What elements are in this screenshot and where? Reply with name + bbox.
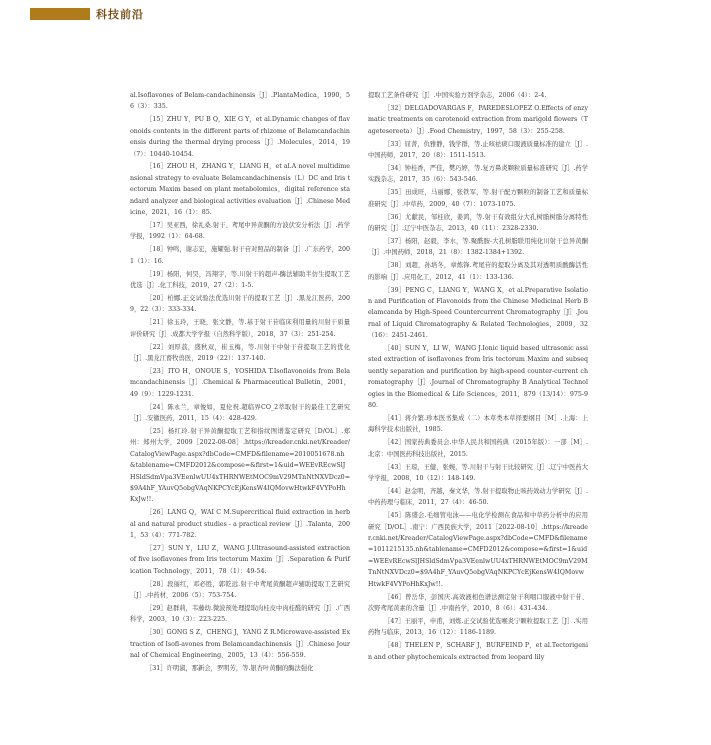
left-reference-column bbox=[130, 90, 350, 676]
reference-entry: ［45］陈盛会.毛细管电泳——电化学检测在食品和中草药分析中的应用研究［D/OL］.南宁：广西民族大学，2011［2022-08-10］.https://kreader.cnki.net/Kreader/CatalogViewPage.aspx?dbCode=CMFD&filename=1011215135.nh&tablename=CMFD2012&compose=&first=1&uid=WEEvREcwSlJHSldSdmVpa3VEenlwUU4xTHRNWEtMOC9mV29MTnNtNXVDcz0=$9A4hF_YAuvQ5obgVAqNKPCYcEjKensW4IQMovwHtwkF4VYPoHhKxJw!!. bbox=[368, 512, 588, 588]
reference-entry: ［17］吴亚西，徐礼桑.射干、鸢尾中异黄酮的方波伏安分析法［J］.药学学报，1992（1）：64-68. bbox=[130, 221, 350, 241]
reference-entry: ［19］杨阳，何昊，冯翔宇，等.川射干的超声-酶法辅助半仿生提取工艺优选［J］.化工科技，2019，27（2）：1-5. bbox=[130, 270, 350, 289]
reference-entry: ［43］王琼，王健，张婉，等.川射干与射干比较研究［J］.辽宁中医药大学学报，2008，10（12）：148-149. bbox=[368, 463, 588, 482]
reference-entry: ［48］THELEN P，SCHARF J，BURFEIND P，et al.Tectorigenin and other phytochemicals extracted from leopard lily bbox=[368, 642, 588, 661]
reference-entry: al.Isoflavones of Belam-candachinensis［J］.PlantaMedica，1990，56（3）：335. bbox=[130, 92, 350, 111]
section-label: 科技前沿 bbox=[96, 8, 144, 21]
right-reference-column bbox=[368, 90, 588, 665]
reference-entry: ［38］刘超，孙培冬，章炼锋.鸢尾苷的提取分离及其对透明质酸酶活性的影响［J］.应用化工，2012，41（1）：133-136. bbox=[368, 262, 588, 281]
reference-entry: ［25］杨红玲.射干异黄酮提取工艺和指纹图谱鉴定研究［D/OL］.郑州：郑州大学，2009［2022-08-08］.https://kreader.cnki.net/Kreader/CatalogViewPage.aspx?dbCode=CMFD&filename=2010051678.nh&tablename=CMFD2012&compose=&first=1&uid=WEEvREcwSlJHSldSdmVpa3VEenlwUU4xTHRNWEtMOC9mV29MTnNtNXVDcz0=$9A4hF_YAuvQ5obgVAqNKPCYcEjKensW4IQMovwHtwkF4VYPoHhKxJw!!. bbox=[130, 427, 350, 504]
reference-entry: ［27］SUN Y，LIU Z，WANG J.Ultrasound-assisted extraction of five isoflavones from Iris tectorum Maxim［J］.Separation & Purification Technology，2011，78（1）：49-54. bbox=[130, 544, 350, 575]
reference-entry: ［30］GONG S Z，CHENG J，YANG Z R.Microwave-assisted Extraction of Isofl-avones from Belamcandachinensis［J］.Chinese Journal of Chemical Engineering，2005，13（4）：556-559. bbox=[130, 629, 350, 660]
section-color-bar bbox=[30, 8, 90, 20]
reference-entry: ［40］SUN Y，LI W，WANG J.Ionic liquid based ultrasonic assisted extraction of isoflavones from Iris tectorum Maxim and subsequently separation and purification by high-speed counter-current chromatography［J］.Journal of Chromatography B Analytical Technologies in the Biomedical & Life Sciences，2011，879（13/14）：975-980. bbox=[368, 345, 588, 410]
reference-entry: ［33］屈菁，仇雅静，钱学群，等.止咳祛痰口服液质量标准的建立［J］.中国药师，2017，20（8）：1511-1513. bbox=[368, 140, 588, 160]
reference-entry: ［47］王丽平，申甫，刘炼.正交试验优选喉炎宁颗粒提取工艺［J］.实用药物与临床，2013，16（12）：1186-1189. bbox=[368, 617, 588, 637]
reference-entry: ［41］蒋介繁.珍本医书集成（二）本草类本草择要纲目［M］.上海：上海科学技术出版社，1985. bbox=[368, 414, 588, 434]
reference-entry: ［39］PENG C，LIANG Y，WANG X，et al.Preparative Isolation and Purification of Flavonoids from the Chinese Medicinal Herb Belamcanda by High-Speed Countercurrent Chromatography［J］.Journal of Liquid Chromatography & Related Technologies，2009，32（16）：2451-2461. bbox=[368, 286, 588, 340]
reference-entry: ［31］许明淑，那新会，罗明芳，等.银杏叶黄酮的酶法强化 bbox=[146, 665, 314, 672]
reference-entry: 提取工艺条件研究［J］.中国实验方剂学杂志，2006（4）：2-4. bbox=[368, 92, 547, 99]
reference-entry: ［21］徐玉玲，王晓，张文静，等.基于射干苷临床利用量的川射干质量评价研究［J］.成都大学学报（自然科学版），2018，37（3）：251-254. bbox=[130, 319, 350, 338]
reference-entry: ［32］DELGADOVARGAS F，PAREDESLOPEZ O.Effects of enzymatic treatments on carotenoid extraction from marigold flowers（Tagetesereeta）［J］.Food Chemistry，1997，58（3）：255-258. bbox=[368, 104, 588, 135]
reference-entry: ［35］田成旺，马丽娜，张铁军，等.射干配方颗粒的制备工艺和质量标准研究［J］.中草药，2009，40（7）：1073-1075. bbox=[368, 189, 588, 208]
reference-entry: ［46］曾岳华，彭国庆.高效液相色谱法测定射干利咽口服液中射干苷、次野鸢尾黄素的含量［J］.中南药学，2010，8（6）：431-434. bbox=[368, 593, 588, 612]
reference-entry: ［15］ZHU Y，PU B Q，XIE G Y，et al.Dynamic changes of flavonoids contents in the different parts of rhizome of Belamcandachinensis during the thermal drying process［J］.Molecules，2014，19（7）：10440-10454. bbox=[130, 116, 350, 158]
reference-entry: ［16］ZHOU H，ZHANG Y，LIANG H，et al.A novel multidimensional strategy to evaluate Belamcandachinensis（L）DC and Iris tectorum Maxim based on plant metabolomics，digital reference standard analyzer and biological activities evaluation［J］.Chinese Medicine，2021，16（1）：85. bbox=[130, 163, 351, 217]
reference-entry: ［23］ITO H，ONOUE S，YOSHIDA T.Isoflavonoids from Belamcandachinensis［J］.Chemical & Pharmaceutical Bulletin，2001，49（9）：1229-1231. bbox=[130, 367, 350, 398]
reference-entry: ［42］国家药典委员会.中华人民共和国药典（2015年版）：一部［M］.北京：中国医药科技出版社，2015. bbox=[368, 439, 588, 458]
reference-entry: ［29］赵群莉，韦藤幼.微波预处理提取肉桂皮中肉桂醛的研究［J］.广西科学，2003，10（3）：223-225. bbox=[130, 604, 350, 624]
reference-entry: ［18］钟鸣，谢志宏，施耀强.射干苷对照品的制备［J］.广东药学，2001（1）：16. bbox=[130, 246, 350, 265]
reference-entry: ［34］钟桂香，严佳，樊巧婷，等.复方鼻炎颗粒质量标准研究［J］.药学实践杂志，2017，35（6）：543-546. bbox=[368, 164, 588, 184]
reference-entry: ［28］段丽红，邓必胜，郭乾远.射干中鸢尾黄酮超声辅助提取工艺研究［J］.中药材，2006（5）：753-754. bbox=[130, 580, 350, 600]
reference-entry: ［26］LANG Q，WAI C M.Supercritical fluid extraction in herbal and natural product studies - a practical review［J］.Talanta，2001，53（4）：771-782. bbox=[130, 509, 350, 540]
reference-entry: ［22］刘厚荔，盛秋双，崔玉梅，等.川射干中射干苷提取工艺的优化［J］.黑龙江畜牧兽医，2019（22）：137-140. bbox=[130, 343, 350, 362]
reference-entry: ［36］尤献民，邹桂欣，姜鸿，等.射干有效组分大孔树脂树脂分离特性的研究［J］.辽宁中医杂志，2013，40（11）：2328-2330. bbox=[368, 213, 588, 232]
reference-entry: ［20］柏娜.正交试验法优选川射干的提取工艺［J］.黑龙江医药，2009，22（3）：333-334. bbox=[130, 294, 350, 314]
reference-entry: ［44］赵金明，齐越，秦文华，等.射干提取物止咳药效动力学研究［J］.中药药理与临床，2011，27（4）：46-50. bbox=[368, 487, 588, 507]
reference-entry: ［24］陈永兰，章俊如，夏伦祝.超临界CO_2萃取射干的最佳工艺研究［J］.安徽医药，2011，15（4）：428-429. bbox=[130, 403, 350, 422]
reference-entry: ［37］杨阳，赵毅，李水，等.聚酰胺-大孔树脂联用纯化川射干总异黄酮［J］.中国药师，2018，21（8）：1382-1384+1392. bbox=[368, 237, 588, 257]
